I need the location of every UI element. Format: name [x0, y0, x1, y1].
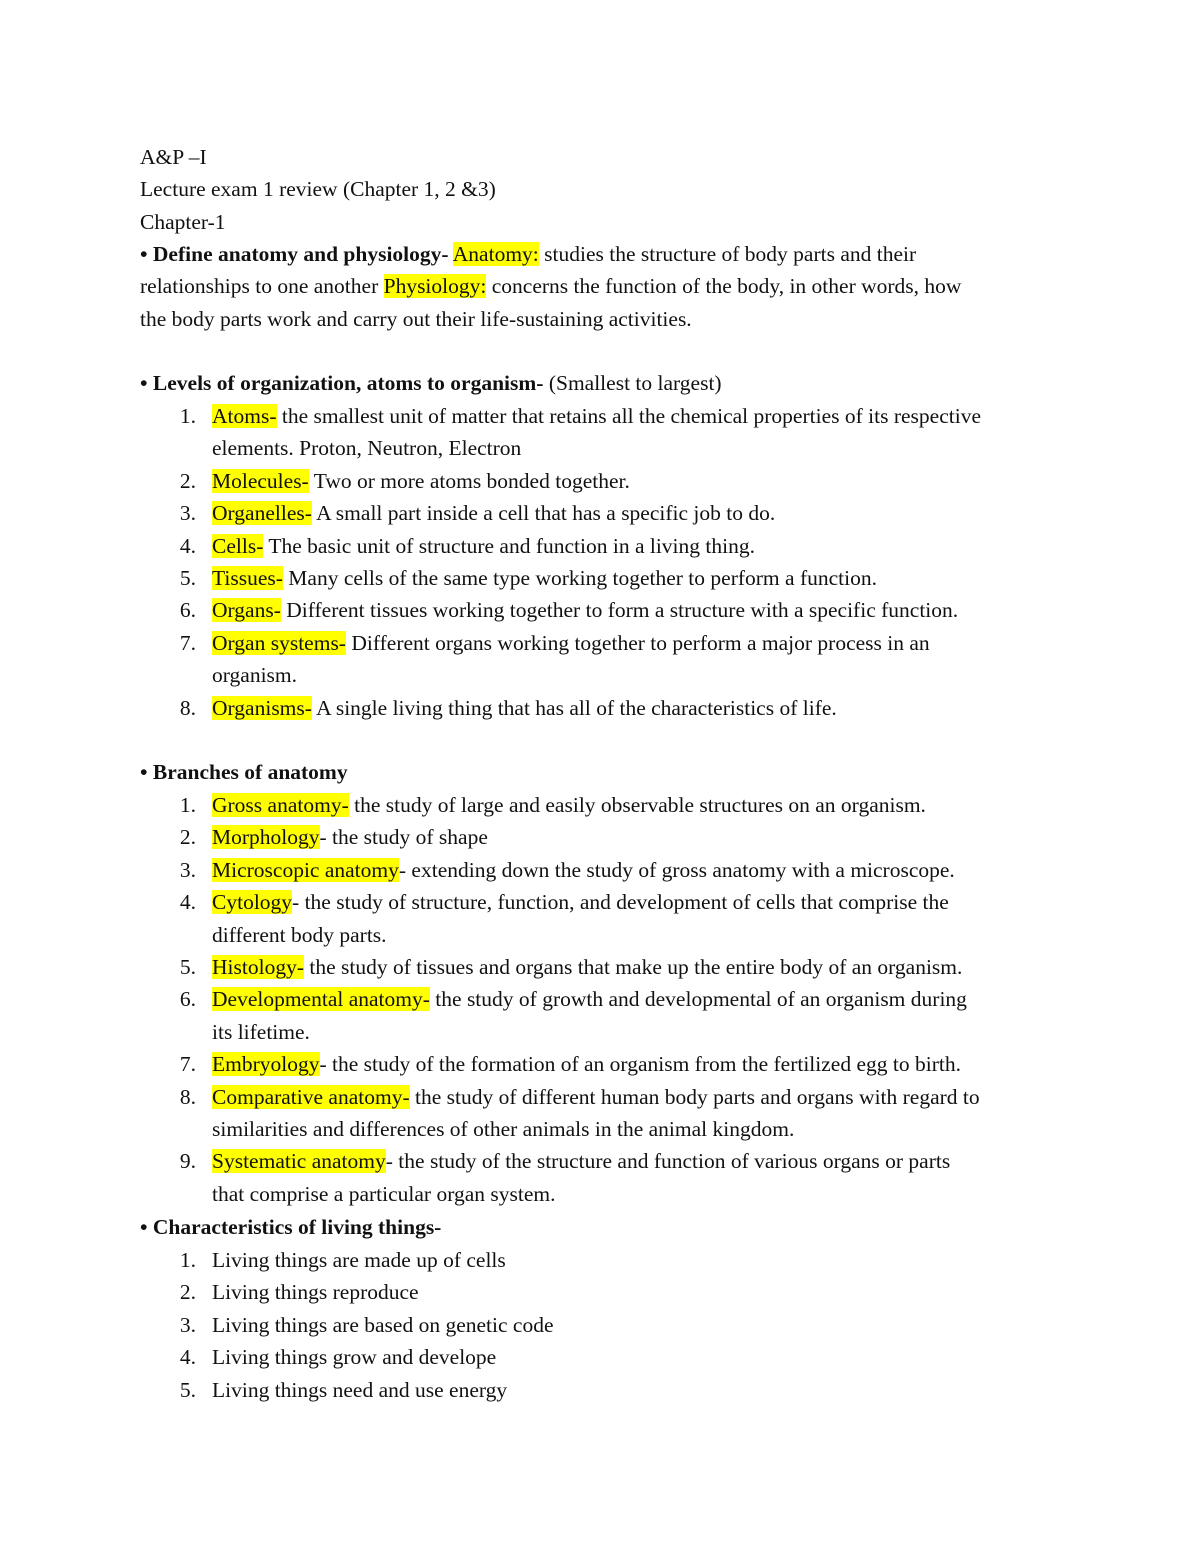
list-item [212, 854, 955, 886]
list-item [212, 1276, 419, 1308]
list-item-continuation: similarities and differences of other animals in the animal kingdom. [212, 1117, 795, 1141]
highlighted-term: Morphology [212, 825, 320, 850]
bullet: • [140, 1215, 148, 1239]
list-item [212, 1244, 506, 1276]
highlighted-term: Systematic anatomy [212, 1149, 386, 1174]
item-text: Two or more atoms bonded together. [308, 468, 630, 493]
list-number: 6. [179, 598, 196, 623]
list-number: 4. [179, 533, 196, 558]
list-item [212, 1374, 507, 1406]
highlighted-term: Organelles- [212, 501, 312, 526]
list-number: 3. [179, 1312, 196, 1337]
list-number: 2. [179, 1280, 196, 1305]
define-section-line-2 [140, 270, 961, 302]
list-item [212, 530, 755, 562]
list-item [212, 983, 967, 1015]
item-text: the study of different human body parts and organs with regard to [409, 1084, 980, 1109]
list-item [212, 497, 775, 529]
list-number: 4. [179, 1345, 196, 1370]
highlighted-term: Comparative anatomy- [212, 1084, 410, 1109]
item-text: Living things are based on genetic code [212, 1312, 554, 1337]
item-text: A small part inside a cell that has a specific job to do. [311, 501, 776, 526]
section-heading: Characteristics of living things- [152, 1215, 442, 1239]
list-number: 9. [179, 1149, 196, 1174]
list-number: 5. [179, 1377, 196, 1402]
item-text: Different organs working together to perform a major process in an [345, 630, 930, 655]
list-number: 4. [179, 890, 196, 915]
list-item-continuation: that comprise a particular organ system. [212, 1181, 556, 1206]
characteristics-heading-line [140, 1211, 441, 1243]
section-heading: Define anatomy and physiology- [152, 242, 449, 266]
define-section-line-1 [140, 238, 916, 270]
bullet: • [140, 371, 148, 395]
item-text: Living things are made up of cells [212, 1248, 506, 1272]
highlighted-term: Organs- [212, 598, 281, 623]
item-text: the smallest unit of matter that retains all the chemical properties of its respective [276, 404, 981, 428]
define-section-line-3: the body parts work and carry out their life-sustaining activities. [140, 307, 692, 331]
list-item [212, 1145, 950, 1177]
list-item [212, 594, 958, 626]
definition-text: concerns the function of the body, in other words, how [486, 274, 962, 298]
list-number: 1. [179, 404, 196, 428]
highlighted-term: Developmental anatomy- [212, 987, 430, 1012]
item-text: the study of growth and developmental of an organism during [429, 987, 967, 1012]
list-number: 8. [179, 1084, 196, 1109]
highlighted-term: Cytology [212, 890, 293, 915]
highlighted-term: Organisms- [212, 695, 312, 720]
item-text: Different tissues working together to form a structure with a specific function. [280, 598, 959, 623]
list-item [212, 886, 949, 918]
list-item [212, 465, 630, 497]
list-number: 3. [179, 857, 196, 882]
chapter-label: Chapter-1 [140, 210, 226, 234]
list-item [212, 1048, 961, 1080]
item-text: Living things grow and develope [212, 1345, 497, 1370]
highlighted-term: Cells- [212, 533, 264, 558]
list-number: 7. [179, 630, 196, 655]
list-item [212, 562, 877, 594]
list-number: 7. [179, 1052, 196, 1077]
item-text: the study of large and easily observable structures on an organism. [348, 793, 926, 817]
item-text: - extending down the study of gross anatomy with a microscope. [398, 857, 955, 882]
highlighted-term: Tissues- [212, 566, 283, 590]
list-number: 1. [179, 1248, 196, 1272]
section-heading: Levels of organization, atoms to organism- [152, 371, 544, 395]
list-item [212, 821, 488, 853]
list-number: 8. [179, 695, 196, 720]
item-text: the study of tissues and organs that make up the entire body of an organism. [303, 955, 963, 979]
course-title: A&P –I [140, 145, 207, 169]
item-text: Living things reproduce [212, 1280, 419, 1305]
list-number: 2. [179, 468, 196, 493]
list-item [212, 951, 962, 983]
list-item [212, 1309, 554, 1341]
item-text: Living things need and use energy [212, 1377, 508, 1402]
item-text: - the study of the formation of an organism from the fertilized egg to birth. [319, 1052, 961, 1077]
branches-heading-line [140, 756, 348, 788]
list-item [212, 789, 926, 821]
list-item [212, 692, 837, 724]
highlighted-term: Gross anatomy- [212, 793, 349, 817]
list-item [212, 1081, 980, 1113]
list-item-continuation: organism. [212, 663, 298, 688]
list-item [212, 1341, 496, 1373]
definition-text: relationships to one another [140, 274, 384, 298]
item-text: Many cells of the same type working together to perform a function. [282, 566, 877, 590]
list-number: 5. [179, 955, 196, 979]
highlighted-term: Histology- [212, 955, 304, 979]
list-item [212, 627, 930, 659]
bullet: • [140, 760, 148, 784]
levels-heading-line [140, 367, 722, 399]
highlighted-term: Physiology: [383, 274, 487, 298]
highlighted-term: Embryology [212, 1052, 320, 1077]
highlighted-term: Microscopic anatomy [212, 857, 399, 882]
list-number: 1. [179, 793, 196, 817]
list-number: 5. [179, 566, 196, 590]
list-item-continuation: different body parts. [212, 922, 387, 947]
item-text: - the study of structure, function, and development of cells that comprise the [292, 890, 949, 915]
item-text: The basic unit of structure and function in a living thing. [263, 533, 755, 558]
definition-text: studies the structure of body parts and their [538, 242, 917, 266]
list-number: 6. [179, 987, 196, 1012]
list-item-continuation: elements. Proton, Neutron, Electron [212, 436, 522, 461]
list-number: 3. [179, 501, 196, 526]
highlighted-term: Anatomy: [452, 242, 539, 266]
list-number: 2. [179, 825, 196, 850]
item-text: - the study of shape [319, 825, 488, 850]
heading-note: (Smallest to largest) [543, 371, 722, 395]
highlighted-term: Atoms- [212, 404, 277, 428]
section-heading: Branches of anatomy [152, 760, 348, 784]
item-text: A single living thing that has all of the characteristics of life. [311, 695, 837, 720]
document-subtitle: Lecture exam 1 review (Chapter 1, 2 &3) [140, 177, 496, 201]
item-text: - the study of the structure and function of various organs or parts [385, 1149, 951, 1174]
highlighted-term: Organ systems- [212, 630, 346, 655]
list-item-continuation: its lifetime. [212, 1019, 310, 1044]
list-item [212, 400, 981, 432]
highlighted-term: Molecules- [212, 468, 309, 493]
bullet: • [140, 242, 148, 266]
